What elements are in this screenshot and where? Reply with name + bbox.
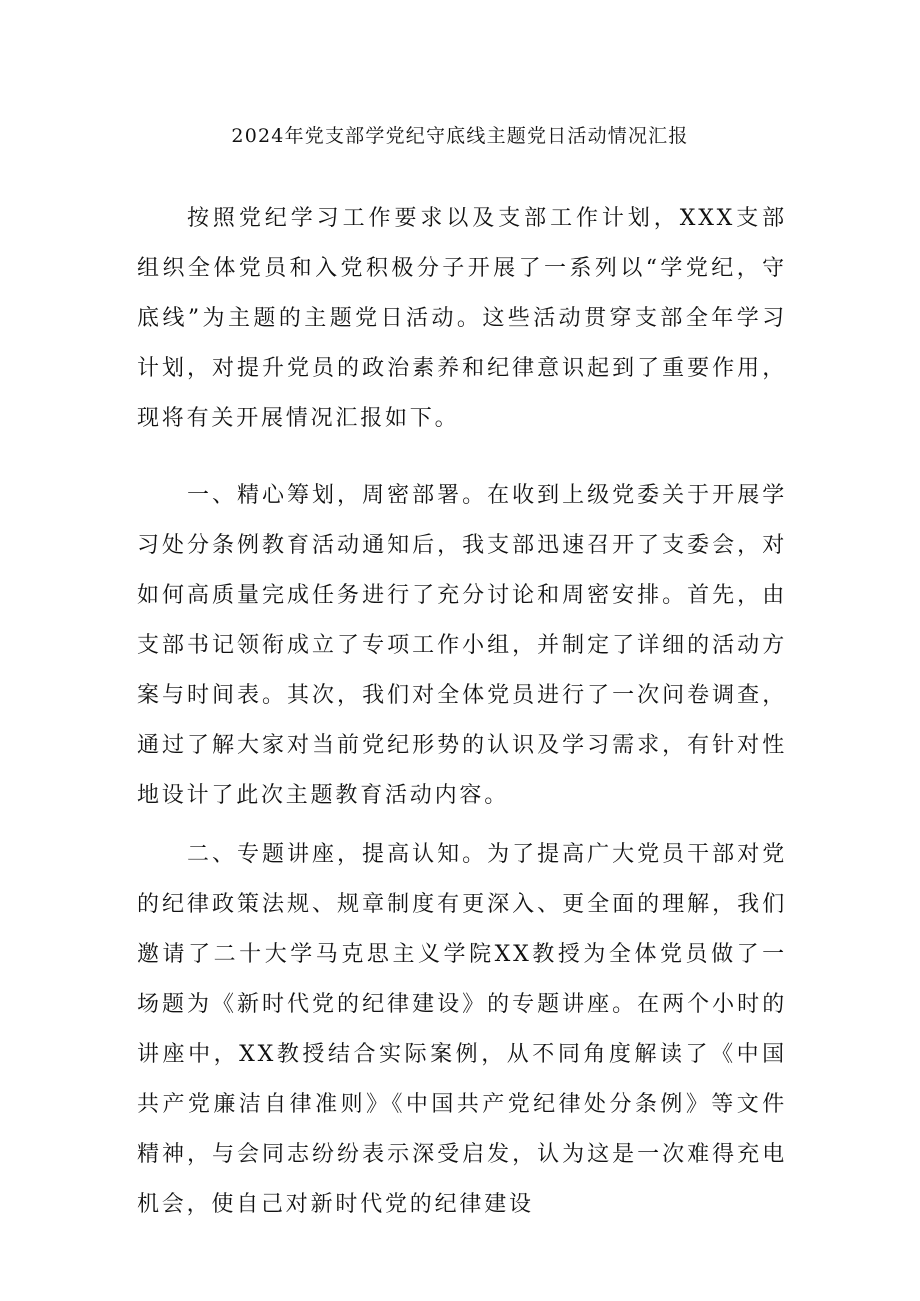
paragraph-section-2: 二、专题讲座，提高认知。为了提高广大党员干部对党的纪律政策法规、规章制度有更深入、更全面的理解，我们邀请了二十大学马克思主义学院XX教授为全体党员做了一场题为《新时代党的纪律建设》的专题讲座。在两个小时的讲座中，XX教授结合实际案例，从不同角度解读了《中国共产党廉洁自律准则》《中国共产党纪律处分条例》等文件精神，与会同志纷纷表示深受启发，认为这是一次难得充电机会，使自己对新时代党的纪律建设 xyxy=(137,842,787,1217)
document-title: 2024年党支部学党纪守底线主题党日活动情况汇报 xyxy=(231,125,689,147)
paragraph-section-1: 一、精心筹划，周密部署。在收到上级党委关于开展学习处分条例教育活动通知后，我支部迅速召开了支委会，对如何高质量完成任务进行了充分讨论和周密安排。首先，由支部书记领衔成立了专项工作小组，并制定了详细的活动方案与时间表。其次，我们对全体党员进行了一次问卷调查，通过了解大家对当前党纪形势的认识及学习需求，有针对性地设计了此次主题教育活动内容。 xyxy=(137,483,787,808)
paragraph-intro: 按照党纪学习工作要求以及支部工作计划，XXX支部组织全体党员和入党积极分子开展了一系列以“学党纪，守底线”为主题的主题党日活动。这些活动贯穿支部全年学习计划，对提升党员的政治素养和纪律意识起到了重要作用，现将有关开展情况汇报如下。 xyxy=(137,206,787,431)
